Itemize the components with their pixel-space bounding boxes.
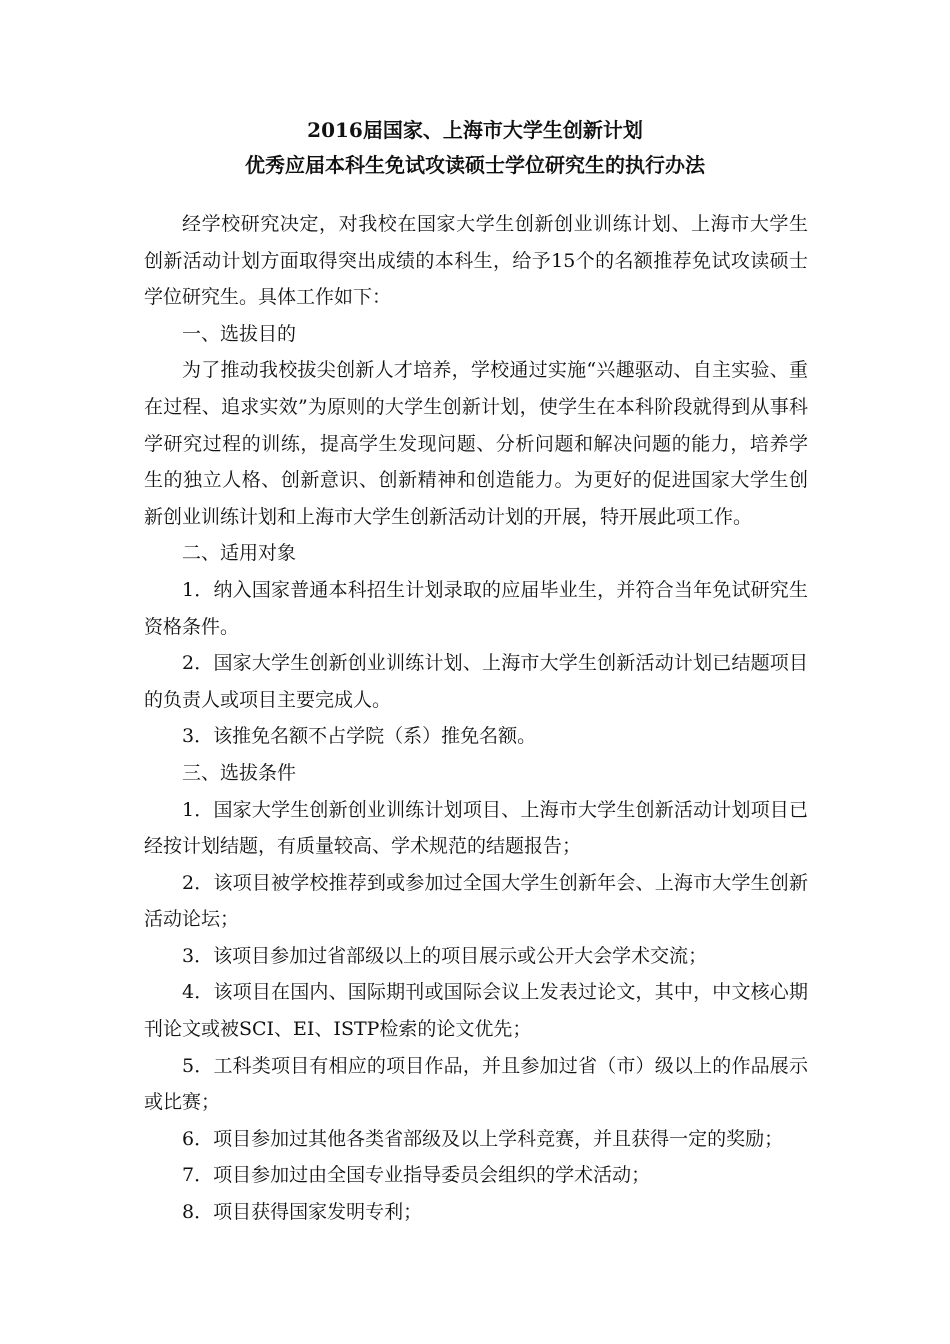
eligibility-item-3: 3．该推免名额不占学院（系）推免名额。 <box>182 725 537 748</box>
criteria-item-7: 7．项目参加过由全国专业指导委员会组织的学术活动； <box>182 1164 651 1187</box>
criteria-item-5: 5．工科类项目有相应的项目作品，并且参加过省（市）级以上的作品展示或比赛； <box>144 1054 808 1114</box>
criteria-item-3: 3．该项目参加过省部级以上的项目展示或公开大会学术交流； <box>182 944 708 967</box>
eligibility-item-1: 1．纳入国家普通本科招生计划录取的应届毕业生，并符合当年免试研究生资格条件。 <box>144 578 808 638</box>
section-heading-purpose: 一、选拔目的 <box>182 322 297 345</box>
criteria-item-6: 6．项目参加过其他各类省部级及以上学科竞赛，并且获得一定的奖励； <box>182 1127 784 1150</box>
intro-paragraph: 经学校研究决定，对我校在国家大学生创新创业训练计划、上海市大学生创新活动计划方面取得突出成绩的本科生，给予15个的名额推荐免试攻读硕士学位研究生。具体工作如下： <box>144 213 808 309</box>
purpose-paragraph: 为了推动我校拔尖创新人才培养，学校通过实施“兴趣驱动、自主实验、重在过程、追求实效”为原则的大学生创新计划，使学生在本科阶段就得到从事科学研究过程的训练，提高学生发现问题、分析问题和解决问题的能力，培养学生的独立人格、创新意识、创新精神和创造能力。为更好的促进国家大学生创新创业训练计划和上海市大学生创新活动计划的开展，特开展此项工作。 <box>144 359 808 528</box>
criteria-item-2: 2．该项目被学校推荐到或参加过全国大学生创新年会、上海市大学生创新活动论坛； <box>144 871 808 931</box>
section-heading-criteria: 三、选拔条件 <box>182 761 297 784</box>
document-title-line-2: 优秀应届本科生免试攻读硕士学位研究生的执行办法 <box>245 153 705 177</box>
document-title-line-1: 2016届国家、上海市大学生创新计划 <box>307 118 643 142</box>
criteria-item-4: 4．该项目在国内、国际期刊或国际会议上发表过论文，其中，中文核心期刊论文或被SCI、EI、ISTP检索的论文优先； <box>144 981 808 1041</box>
document-body <box>144 206 808 1231</box>
criteria-item-8: 8．项目获得国家发明专利； <box>182 1201 423 1224</box>
section-heading-eligibility: 二、适用对象 <box>182 542 297 565</box>
criteria-item-1: 1．国家大学生创新创业训练计划项目、上海市大学生创新活动计划项目已经按计划结题，有质量较高、学术规范的结题报告； <box>144 798 808 858</box>
eligibility-item-2: 2．国家大学生创新创业训练计划、上海市大学生创新活动计划已结题项目的负责人或项目主要完成人。 <box>144 652 808 711</box>
